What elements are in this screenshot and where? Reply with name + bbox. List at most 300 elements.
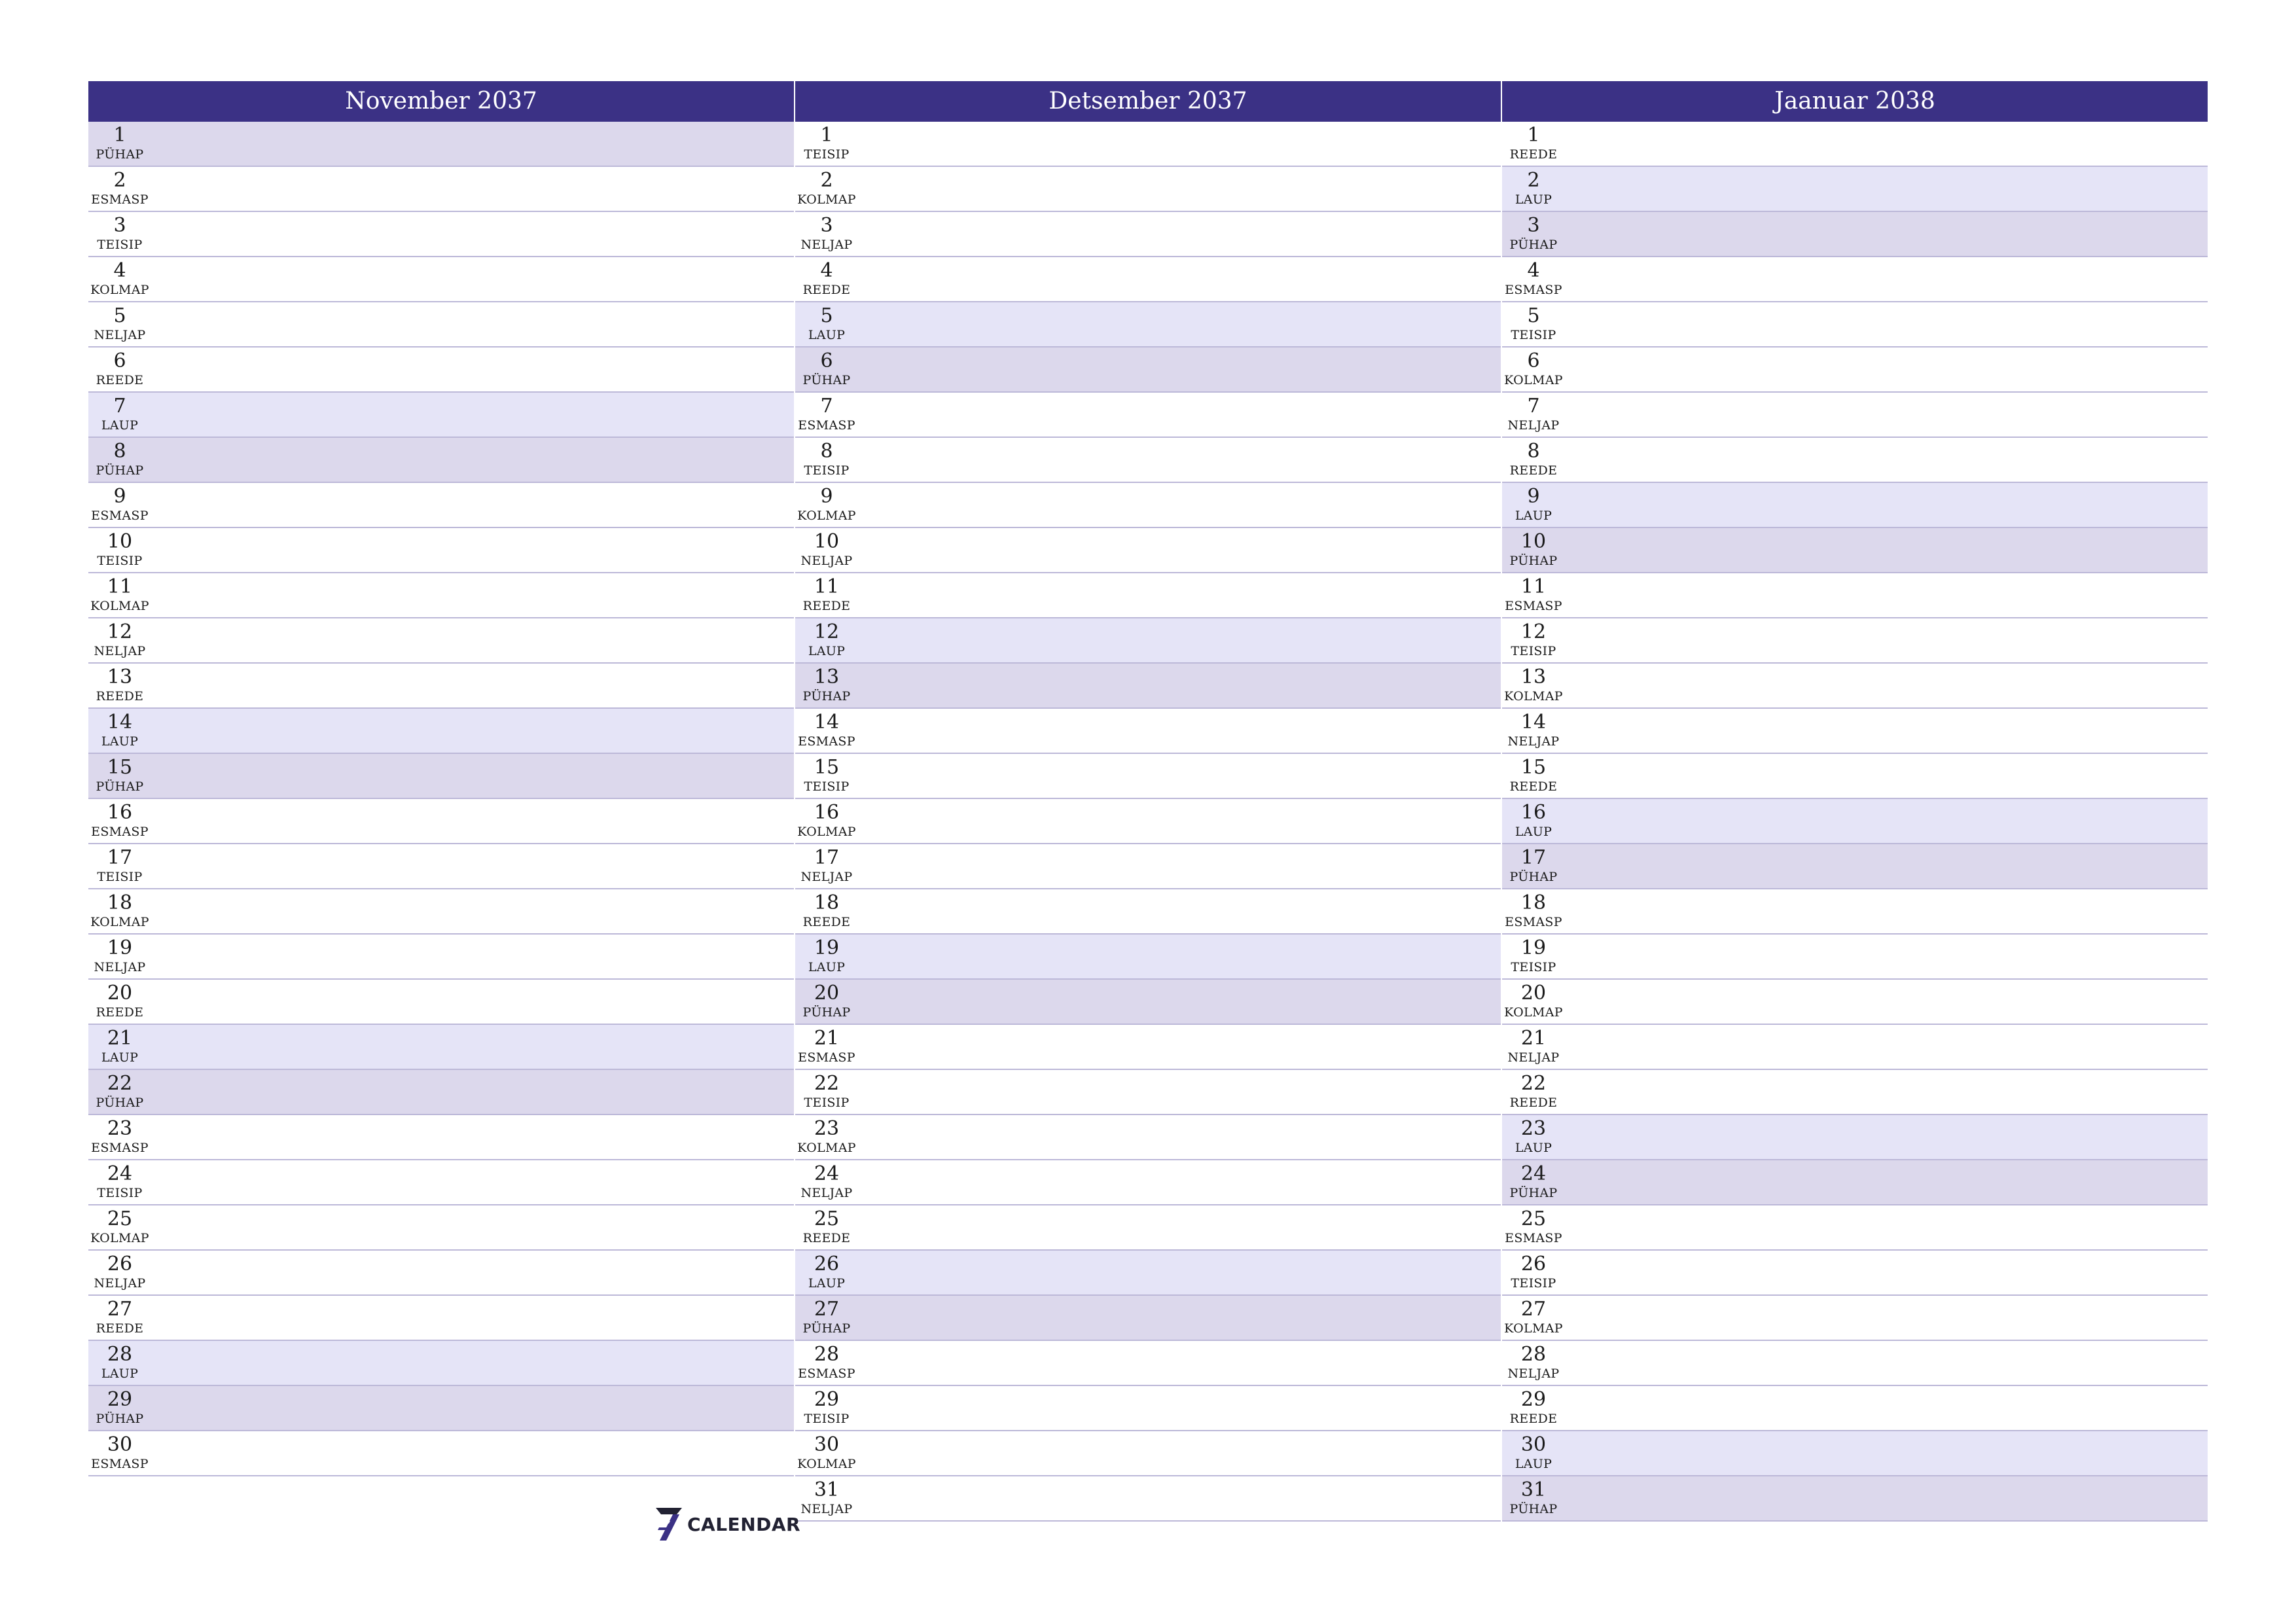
day-cell: [88, 305, 151, 343]
day-number: 9: [1527, 485, 1540, 508]
day-row: [795, 980, 1501, 1025]
day-list: [795, 122, 1501, 1522]
day-cell: [1502, 1027, 1565, 1065]
day-row: [88, 1205, 794, 1251]
day-row: [1502, 618, 2208, 664]
day-cell: [1502, 757, 1565, 794]
day-cell: [795, 892, 858, 930]
weekday-name: NELJAP: [800, 1502, 853, 1516]
weekday-name: REEDE: [1509, 1412, 1558, 1426]
weekday-name: PÜHAP: [96, 779, 144, 794]
day-number: 10: [814, 530, 840, 553]
day-number: 21: [107, 1027, 133, 1050]
weekday-name: ESMASP: [91, 825, 149, 839]
weekday-name: TEISIP: [804, 147, 850, 162]
weekday-name: NELJAP: [800, 870, 853, 884]
day-cell: [795, 1298, 858, 1336]
weekday-name: LAUP: [1515, 192, 1552, 207]
weekday-name: KOLMAP: [1504, 689, 1563, 704]
day-row: [795, 1341, 1501, 1386]
day-number: 2: [820, 169, 833, 192]
day-number: 8: [113, 440, 126, 463]
day-row: [1502, 257, 2208, 302]
day-number: 7: [113, 395, 126, 418]
day-cell: [795, 1073, 858, 1111]
day-row: [1502, 1386, 2208, 1431]
day-number: 6: [113, 349, 126, 372]
day-cell: [1502, 169, 1565, 207]
day-list: [88, 122, 794, 1476]
weekday-name: REEDE: [96, 373, 144, 387]
day-cell: [1502, 1118, 1565, 1156]
day-cell: [1502, 350, 1565, 388]
day-cell: [88, 1298, 151, 1336]
weekday-name: KOLMAP: [797, 508, 856, 523]
day-cell: [1502, 1434, 1565, 1472]
day-row: [1502, 664, 2208, 709]
day-row: [1502, 122, 2208, 167]
day-number: 29: [1520, 1388, 1547, 1411]
day-cell: [1502, 215, 1565, 253]
weekday-name: LAUP: [101, 734, 139, 749]
day-number: 22: [814, 1072, 840, 1095]
day-number: 25: [814, 1207, 840, 1230]
day-number: 16: [107, 801, 133, 824]
day-number: 25: [1520, 1207, 1547, 1230]
seven-calendar-logo-icon: [653, 1507, 683, 1542]
month-november-2037: [88, 81, 794, 1476]
day-number: 23: [1520, 1117, 1547, 1140]
weekday-name: ESMASP: [1505, 283, 1562, 297]
day-number: 26: [814, 1253, 840, 1275]
weekday-name: TEISIP: [804, 779, 850, 794]
weekday-name: NELJAP: [800, 1186, 853, 1200]
day-cell: [795, 124, 858, 162]
day-row: [795, 1115, 1501, 1160]
day-row: [1502, 528, 2208, 573]
day-row: [1502, 302, 2208, 348]
day-cell: [1502, 486, 1565, 524]
weekday-name: ESMASP: [798, 1050, 855, 1065]
day-number: 23: [107, 1117, 133, 1140]
weekday-name: REEDE: [802, 599, 851, 613]
weekday-name: LAUP: [1515, 1141, 1552, 1155]
day-row: [795, 1476, 1501, 1522]
day-cell: [88, 982, 151, 1020]
day-cell: [88, 169, 151, 207]
day-number: 18: [1520, 891, 1547, 914]
day-cell: [88, 711, 151, 749]
weekday-name: REEDE: [1509, 147, 1558, 162]
day-number: 14: [107, 711, 133, 734]
day-number: 23: [814, 1117, 840, 1140]
weekday-name: LAUP: [101, 1050, 139, 1065]
day-cell: [795, 1118, 858, 1156]
weekday-name: NELJAP: [1507, 1366, 1560, 1381]
day-number: 17: [814, 846, 840, 869]
day-cell: [88, 1163, 151, 1201]
day-row: [88, 1296, 794, 1341]
day-cell: [1502, 1389, 1565, 1427]
weekday-name: ESMASP: [798, 734, 855, 749]
day-cell: [795, 937, 858, 975]
day-number: 19: [107, 936, 133, 959]
day-row: [1502, 1296, 2208, 1341]
day-row: [88, 122, 794, 167]
weekday-name: PÜHAP: [802, 1321, 851, 1336]
day-cell: [1502, 666, 1565, 704]
day-number: 21: [1520, 1027, 1547, 1050]
day-cell: [795, 486, 858, 524]
weekday-name: LAUP: [1515, 508, 1552, 523]
day-row: [795, 1205, 1501, 1251]
day-row: [795, 1431, 1501, 1476]
day-number: 11: [107, 575, 133, 598]
day-number: 30: [1520, 1433, 1547, 1456]
day-row: [1502, 709, 2208, 754]
day-row: [795, 257, 1501, 302]
day-row: [795, 1070, 1501, 1115]
day-row: [795, 709, 1501, 754]
weekday-name: TEISIP: [804, 463, 850, 478]
day-cell: [88, 1208, 151, 1246]
day-row: [1502, 1251, 2208, 1296]
day-row: [88, 1115, 794, 1160]
weekday-name: ESMASP: [1505, 599, 1562, 613]
day-cell: [795, 169, 858, 207]
day-number: 7: [820, 395, 833, 418]
day-cell: [795, 350, 858, 388]
day-cell: [88, 1073, 151, 1111]
weekday-name: TEISIP: [804, 1412, 850, 1426]
weekday-name: PÜHAP: [1509, 238, 1558, 252]
day-number: 15: [814, 756, 840, 779]
day-row: [1502, 935, 2208, 980]
day-row: [88, 1025, 794, 1070]
day-row: [1502, 1160, 2208, 1205]
day-number: 8: [820, 440, 833, 463]
weekday-name: LAUP: [101, 1366, 139, 1381]
day-cell: [795, 260, 858, 298]
weekday-name: REEDE: [1509, 779, 1558, 794]
day-number: 2: [1527, 169, 1540, 192]
day-cell: [88, 1027, 151, 1065]
day-number: 11: [1520, 575, 1547, 598]
day-number: 30: [107, 1433, 133, 1456]
weekday-name: TEISIP: [97, 554, 143, 568]
day-number: 28: [1520, 1343, 1547, 1366]
weekday-name: KOLMAP: [1504, 373, 1563, 387]
day-row: [1502, 799, 2208, 844]
day-cell: [88, 440, 151, 478]
day-row: [88, 348, 794, 393]
weekday-name: LAUP: [1515, 1457, 1552, 1471]
day-number: 5: [113, 304, 126, 327]
weekday-name: KOLMAP: [797, 1457, 856, 1471]
day-number: 16: [1520, 801, 1547, 824]
day-number: 3: [113, 214, 126, 237]
day-number: 28: [814, 1343, 840, 1366]
day-row: [795, 1025, 1501, 1070]
weekday-name: REEDE: [802, 283, 851, 297]
day-number: 1: [1527, 124, 1540, 147]
weekday-name: PÜHAP: [96, 1412, 144, 1426]
day-number: 8: [1527, 440, 1540, 463]
day-number: 12: [107, 620, 133, 643]
month-jaanuar-2038: [1502, 81, 2208, 1522]
day-number: 26: [107, 1253, 133, 1275]
day-number: 7: [1527, 395, 1540, 418]
day-cell: [88, 531, 151, 569]
day-cell: [1502, 1479, 1565, 1517]
weekday-name: ESMASP: [1505, 1231, 1562, 1245]
day-cell: [795, 666, 858, 704]
weekday-name: PÜHAP: [1509, 1502, 1558, 1516]
day-row: [795, 1160, 1501, 1205]
day-number: 4: [113, 259, 126, 282]
day-row: [1502, 754, 2208, 799]
day-number: 19: [1520, 936, 1547, 959]
day-number: 3: [820, 214, 833, 237]
day-list: [1502, 122, 2208, 1522]
weekday-name: LAUP: [808, 644, 846, 658]
day-row: [88, 618, 794, 664]
month-detsember-2037: [795, 81, 1501, 1522]
weekday-name: LAUP: [808, 960, 846, 974]
weekday-name: KOLMAP: [90, 599, 149, 613]
day-cell: [88, 1118, 151, 1156]
weekday-name: KOLMAP: [797, 825, 856, 839]
day-row: [1502, 483, 2208, 528]
day-cell: [88, 215, 151, 253]
day-cell: [795, 982, 858, 1020]
weekday-name: NELJAP: [94, 644, 146, 658]
weekday-name: PÜHAP: [802, 1005, 851, 1020]
month-title: Detsember 2037: [795, 81, 1501, 122]
weekday-name: TEISIP: [97, 870, 143, 884]
day-cell: [1502, 576, 1565, 614]
day-cell: [795, 576, 858, 614]
weekday-name: TEISIP: [1511, 644, 1556, 658]
day-number: 19: [814, 936, 840, 959]
day-cell: [795, 1479, 858, 1517]
day-cell: [795, 395, 858, 433]
day-cell: [795, 1208, 858, 1246]
weekday-name: TEISIP: [804, 1096, 850, 1110]
day-row: [795, 212, 1501, 257]
day-row: [88, 709, 794, 754]
day-row: [88, 573, 794, 618]
day-cell: [88, 1389, 151, 1427]
day-row: [88, 167, 794, 212]
day-cell: [88, 802, 151, 840]
day-number: 5: [1527, 304, 1540, 327]
day-row: [88, 1386, 794, 1431]
day-cell: [795, 1434, 858, 1472]
day-number: 16: [814, 801, 840, 824]
day-cell: [1502, 1344, 1565, 1382]
day-cell: [88, 847, 151, 885]
day-cell: [795, 847, 858, 885]
day-number: 13: [1520, 666, 1547, 688]
day-number: 18: [107, 891, 133, 914]
day-row: [88, 754, 794, 799]
day-cell: [88, 395, 151, 433]
day-cell: [795, 1389, 858, 1427]
day-number: 25: [107, 1207, 133, 1230]
day-number: 10: [1520, 530, 1547, 553]
day-row: [88, 438, 794, 483]
day-cell: [88, 1434, 151, 1472]
day-cell: [88, 666, 151, 704]
weekday-name: REEDE: [96, 689, 144, 704]
weekday-name: NELJAP: [1507, 734, 1560, 749]
day-cell: [795, 1163, 858, 1201]
day-number: 17: [107, 846, 133, 869]
day-row: [88, 393, 794, 438]
weekday-name: PÜHAP: [96, 147, 144, 162]
day-cell: [1502, 124, 1565, 162]
day-row: [1502, 167, 2208, 212]
day-row: [88, 1070, 794, 1115]
weekday-name: ESMASP: [798, 418, 855, 433]
weekday-name: ESMASP: [91, 1457, 149, 1471]
day-number: 21: [814, 1027, 840, 1050]
day-cell: [795, 1027, 858, 1065]
day-number: 14: [1520, 711, 1547, 734]
weekday-name: ESMASP: [1505, 915, 1562, 929]
day-row: [795, 664, 1501, 709]
weekday-name: NELJAP: [1507, 1050, 1560, 1065]
day-number: 26: [1520, 1253, 1547, 1275]
day-number: 13: [107, 666, 133, 688]
day-cell: [88, 937, 151, 975]
day-number: 4: [820, 259, 833, 282]
day-cell: [88, 1253, 151, 1291]
day-cell: [795, 531, 858, 569]
day-number: 15: [1520, 756, 1547, 779]
day-number: 1: [820, 124, 833, 147]
day-cell: [795, 757, 858, 794]
day-row: [88, 799, 794, 844]
day-row: [1502, 1070, 2208, 1115]
weekday-name: PÜHAP: [802, 689, 851, 704]
day-cell: [1502, 531, 1565, 569]
day-row: [795, 935, 1501, 980]
day-number: 11: [814, 575, 840, 598]
weekday-name: PÜHAP: [96, 1096, 144, 1110]
day-row: [1502, 889, 2208, 935]
day-cell: [1502, 802, 1565, 840]
day-number: 12: [814, 620, 840, 643]
month-title: November 2037: [88, 81, 794, 122]
day-row: [795, 438, 1501, 483]
day-number: 6: [820, 349, 833, 372]
weekday-name: NELJAP: [800, 238, 853, 252]
weekday-name: ESMASP: [91, 192, 149, 207]
day-row: [88, 844, 794, 889]
weekday-name: TEISIP: [1511, 1276, 1556, 1291]
day-cell: [88, 892, 151, 930]
day-cell: [795, 802, 858, 840]
day-row: [795, 618, 1501, 664]
day-number: 14: [814, 711, 840, 734]
day-row: [88, 483, 794, 528]
weekday-name: KOLMAP: [797, 1141, 856, 1155]
day-number: 9: [820, 485, 833, 508]
weekday-name: NELJAP: [94, 1276, 146, 1291]
day-cell: [795, 305, 858, 343]
day-cell: [795, 711, 858, 749]
day-number: 30: [814, 1433, 840, 1456]
weekday-name: KOLMAP: [90, 283, 149, 297]
day-cell: [1502, 847, 1565, 885]
day-number: 29: [107, 1388, 133, 1411]
day-row: [795, 1296, 1501, 1341]
day-cell: [88, 260, 151, 298]
weekday-name: TEISIP: [1511, 960, 1556, 974]
day-cell: [795, 440, 858, 478]
weekday-name: LAUP: [808, 328, 846, 342]
weekday-name: TEISIP: [97, 238, 143, 252]
day-cell: [795, 621, 858, 659]
weekday-name: ESMASP: [91, 508, 149, 523]
day-row: [88, 528, 794, 573]
day-number: 22: [1520, 1072, 1547, 1095]
day-cell: [88, 576, 151, 614]
day-row: [795, 393, 1501, 438]
day-number: 6: [1527, 349, 1540, 372]
weekday-name: REEDE: [1509, 463, 1558, 478]
day-row: [795, 528, 1501, 573]
logo-text: CALENDAR: [687, 1513, 801, 1535]
weekday-name: NELJAP: [94, 960, 146, 974]
weekday-name: REEDE: [96, 1321, 144, 1336]
day-row: [88, 935, 794, 980]
day-row: [1502, 844, 2208, 889]
day-number: 1: [113, 124, 126, 147]
weekday-name: REEDE: [802, 1231, 851, 1245]
day-cell: [88, 757, 151, 794]
weekday-name: PÜHAP: [1509, 870, 1558, 884]
day-row: [795, 167, 1501, 212]
weekday-name: TEISIP: [97, 1186, 143, 1200]
weekday-name: PÜHAP: [802, 373, 851, 387]
day-cell: [795, 1253, 858, 1291]
day-row: [1502, 573, 2208, 618]
day-row: [795, 799, 1501, 844]
day-row: [1502, 980, 2208, 1025]
day-number: 24: [814, 1162, 840, 1185]
day-number: 12: [1520, 620, 1547, 643]
day-number: 18: [814, 891, 840, 914]
day-cell: [88, 124, 151, 162]
day-number: 24: [1520, 1162, 1547, 1185]
day-cell: [795, 215, 858, 253]
day-number: 2: [113, 169, 126, 192]
month-title: Jaanuar 2038: [1502, 81, 2208, 122]
day-row: [88, 212, 794, 257]
day-number: 29: [814, 1388, 840, 1411]
day-number: 27: [814, 1298, 840, 1321]
weekday-name: NELJAP: [800, 554, 853, 568]
day-number: 13: [814, 666, 840, 688]
day-row: [795, 844, 1501, 889]
day-row: [1502, 1205, 2208, 1251]
day-cell: [1502, 1073, 1565, 1111]
day-cell: [1502, 305, 1565, 343]
day-row: [795, 302, 1501, 348]
